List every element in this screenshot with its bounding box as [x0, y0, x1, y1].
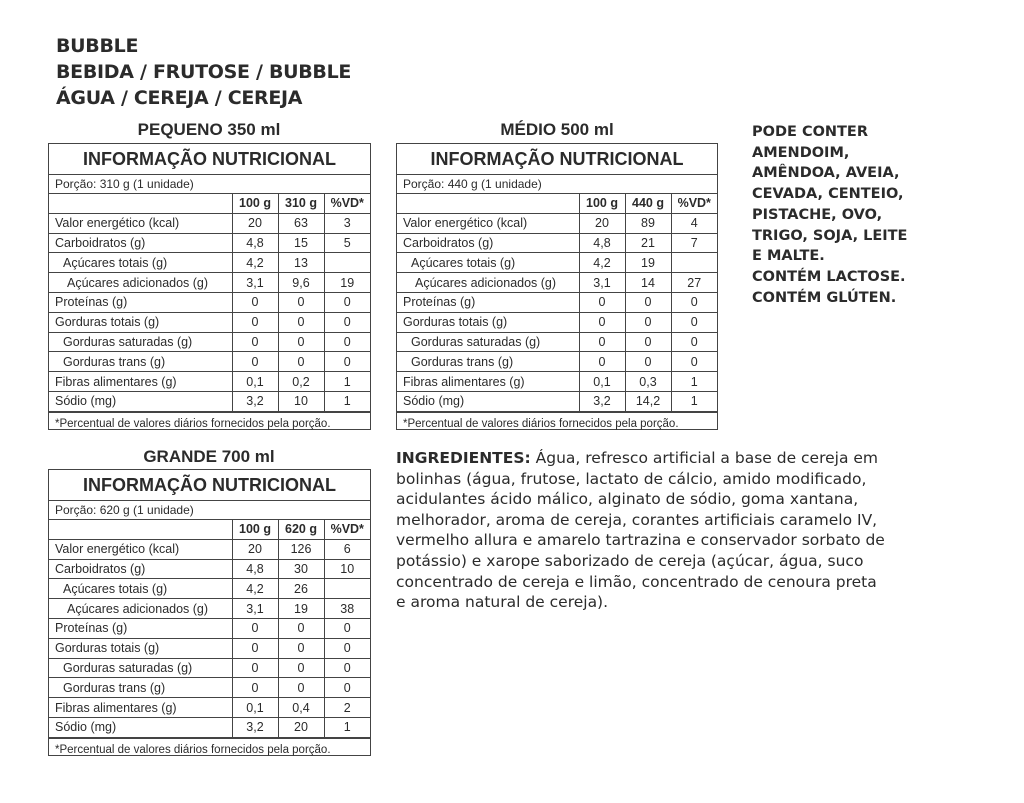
table-row	[397, 372, 717, 392]
nutrient-name: Fibras alimentares (g)	[49, 698, 232, 718]
daily-value-percent: 1	[324, 391, 370, 411]
daily-value-percent: 0	[324, 352, 370, 372]
value-per-100g: 20	[232, 539, 278, 559]
value-per-100g: 3,2	[232, 717, 278, 737]
table-row	[397, 292, 717, 312]
value-per-100g: 0	[232, 332, 278, 352]
portion-size: Porção: 440 g (1 unidade)	[397, 175, 717, 194]
value-per-100g: 0	[232, 638, 278, 658]
value-per-100g: 0	[579, 352, 625, 372]
value-per-portion: 0	[278, 638, 324, 658]
nutrient-name: Sódio (mg)	[49, 391, 232, 411]
daily-value-percent: 0	[324, 638, 370, 658]
value-per-portion: 13	[278, 253, 324, 273]
nutrient-name: Gorduras trans (g)	[397, 352, 579, 372]
value-per-100g: 3,1	[232, 273, 278, 293]
daily-value-percent: 7	[671, 233, 717, 253]
value-per-100g: 3,1	[579, 273, 625, 293]
value-per-100g: 0	[232, 352, 278, 372]
value-per-100g: 4,8	[232, 559, 278, 579]
table-row	[49, 579, 370, 599]
allergen-line: AMÊNDOA, AVEIA,	[752, 165, 900, 182]
allergen-line: AMENDOIM,	[752, 144, 850, 161]
table-row	[397, 273, 717, 293]
value-per-portion: 9,6	[278, 273, 324, 293]
value-per-100g: 0	[232, 292, 278, 312]
value-per-100g: 0	[232, 618, 278, 638]
column-header: %VD*	[324, 520, 370, 539]
column-header: 620 g	[278, 520, 324, 539]
nutrient-name: Proteínas (g)	[49, 618, 232, 638]
value-per-portion: 0,3	[625, 372, 671, 392]
daily-value-percent: 0	[671, 312, 717, 332]
daily-value-percent	[324, 579, 370, 599]
table-row	[49, 717, 370, 737]
value-per-100g: 0	[232, 678, 278, 698]
daily-value-percent: 38	[324, 599, 370, 619]
value-per-portion: 126	[278, 539, 324, 559]
nutrient-name: Gorduras trans (g)	[49, 678, 232, 698]
daily-value-percent: 4	[671, 213, 717, 233]
value-per-portion: 63	[278, 213, 324, 233]
table-row	[49, 539, 370, 559]
column-header: %VD*	[324, 194, 370, 213]
nutrient-name: Gorduras trans (g)	[49, 352, 232, 372]
nutrient-name: Valor energético (kcal)	[49, 539, 232, 559]
value-per-100g: 3,1	[232, 599, 278, 619]
nutrient-name: Gorduras totais (g)	[49, 312, 232, 332]
nutrition-table	[49, 194, 370, 412]
table-row	[49, 678, 370, 698]
size-label-medium: MÉDIO 500 ml	[500, 120, 614, 139]
ingredients-body: Água, refresco artificial a base de cereja em bolinhas (água, frutose, lactato de cálcio, amido modificado, acidulantes ácido málico, alginato de sódio, goma xantana, melhorador, aroma de cereja, corantes artificiais caramelo IV, vermelho allura e amarelo tartrazina e conservador sorbato de potássio) e xarope saborizado de cereja (açúcar, água, suco concentrado de cereja e limão, concentrado de cenoura preta e aroma natural de cereja).	[396, 449, 885, 612]
product-title	[56, 33, 351, 111]
panel-footnote: *Percentual de valores diários fornecidos pela porção.	[397, 412, 717, 435]
value-per-portion: 26	[278, 579, 324, 599]
nutrient-name: Gorduras saturadas (g)	[397, 332, 579, 352]
value-per-portion: 19	[278, 599, 324, 619]
nutrient-name: Gorduras saturadas (g)	[49, 658, 232, 678]
daily-value-percent: 0	[324, 332, 370, 352]
value-per-portion: 14	[625, 273, 671, 293]
nutrient-name: Açúcares totais (g)	[49, 253, 232, 273]
column-header: 440 g	[625, 194, 671, 213]
value-per-portion: 0	[278, 658, 324, 678]
table-row	[397, 213, 717, 233]
allergen-line: CONTÉM LACTOSE.	[752, 268, 906, 285]
table-row	[397, 332, 717, 352]
daily-value-percent: 3	[324, 213, 370, 233]
table-row	[397, 253, 717, 273]
table-row	[49, 332, 370, 352]
table-row	[49, 352, 370, 372]
nutrient-name: Valor energético (kcal)	[397, 213, 579, 233]
daily-value-percent: 1	[671, 391, 717, 411]
allergen-line: E MALTE.	[752, 248, 825, 265]
value-per-100g: 4,2	[579, 253, 625, 273]
nutrient-name: Proteínas (g)	[397, 292, 579, 312]
allergen-line: PISTACHE, OVO,	[752, 206, 883, 223]
nutrition-panel-small	[48, 143, 371, 430]
title-line: ÁGUA / CEREJA / CEREJA	[56, 87, 303, 109]
value-per-portion: 30	[278, 559, 324, 579]
value-per-portion: 14,2	[625, 391, 671, 411]
table-row	[49, 618, 370, 638]
daily-value-percent: 0	[324, 312, 370, 332]
nutrition-panel-medium	[396, 143, 718, 430]
table-header-row	[397, 194, 717, 213]
table-row	[49, 698, 370, 718]
allergen-line: CEVADA, CENTEIO,	[752, 186, 904, 203]
table-row	[49, 312, 370, 332]
nutrient-name: Proteínas (g)	[49, 292, 232, 312]
daily-value-percent	[671, 253, 717, 273]
ingredients-label: INGREDIENTES:	[396, 449, 531, 467]
value-per-portion: 0	[278, 618, 324, 638]
nutrient-name: Açúcares totais (g)	[397, 253, 579, 273]
daily-value-percent	[324, 253, 370, 273]
value-per-portion: 0,4	[278, 698, 324, 718]
daily-value-percent: 0	[324, 292, 370, 312]
value-per-100g: 3,2	[579, 391, 625, 411]
value-per-portion: 0	[278, 312, 324, 332]
nutrient-name: Gorduras totais (g)	[49, 638, 232, 658]
value-per-portion: 20	[278, 717, 324, 737]
nutrient-name: Fibras alimentares (g)	[397, 372, 579, 392]
nutrient-name: Açúcares adicionados (g)	[397, 273, 579, 293]
title-line: BUBBLE	[56, 35, 139, 57]
table-row	[49, 391, 370, 411]
daily-value-percent: 19	[324, 273, 370, 293]
daily-value-percent: 0	[671, 352, 717, 372]
value-per-100g: 0,1	[232, 698, 278, 718]
daily-value-percent: 5	[324, 233, 370, 253]
size-label-small: PEQUENO 350 ml	[137, 120, 281, 139]
nutrition-panel-large	[48, 469, 371, 756]
column-header: 100 g	[579, 194, 625, 213]
value-per-portion: 0	[625, 352, 671, 372]
allergen-line: PODE CONTER	[752, 124, 869, 140]
table-row	[49, 599, 370, 619]
value-per-portion: 0	[625, 332, 671, 352]
daily-value-percent: 0	[671, 332, 717, 352]
value-per-portion: 19	[625, 253, 671, 273]
panel-heading: INFORMAÇÃO NUTRICIONAL	[49, 470, 370, 501]
value-per-portion: 0	[278, 332, 324, 352]
table-row	[397, 391, 717, 411]
daily-value-percent: 1	[671, 372, 717, 392]
nutrition-table	[397, 194, 717, 412]
table-row	[49, 372, 370, 392]
nutrient-name: Sódio (mg)	[49, 717, 232, 737]
value-per-100g: 4,2	[232, 253, 278, 273]
daily-value-percent: 0	[671, 292, 717, 312]
value-per-100g: 4,8	[579, 233, 625, 253]
nutrient-name: Sódio (mg)	[397, 391, 579, 411]
value-per-100g: 0	[579, 292, 625, 312]
table-header-row	[49, 520, 370, 539]
nutrient-name: Açúcares adicionados (g)	[49, 273, 232, 293]
allergen-line: TRIGO, SOJA, LEITE	[752, 227, 908, 244]
portion-size: Porção: 310 g (1 unidade)	[49, 175, 370, 194]
size-label-large: GRANDE 700 ml	[143, 447, 275, 466]
daily-value-percent: 6	[324, 539, 370, 559]
column-header: 100 g	[232, 194, 278, 213]
value-per-100g: 4,2	[232, 579, 278, 599]
table-row	[397, 352, 717, 372]
portion-size: Porção: 620 g (1 unidade)	[49, 501, 370, 520]
panel-heading: INFORMAÇÃO NUTRICIONAL	[49, 144, 370, 175]
daily-value-percent: 10	[324, 559, 370, 579]
daily-value-percent: 27	[671, 273, 717, 293]
value-per-100g: 3,2	[232, 391, 278, 411]
nutrient-name: Gorduras totais (g)	[397, 312, 579, 332]
table-row	[397, 233, 717, 253]
column-header: %VD*	[671, 194, 717, 213]
table-row	[49, 213, 370, 233]
title-line: BEBIDA / FRUTOSE / BUBBLE	[56, 61, 352, 83]
table-row	[49, 273, 370, 293]
nutrient-name: Carboidratos (g)	[49, 559, 232, 579]
nutrient-name: Açúcares totais (g)	[49, 579, 232, 599]
daily-value-percent: 1	[324, 372, 370, 392]
table-header-row	[49, 194, 370, 213]
value-per-100g: 0	[579, 312, 625, 332]
nutrient-name: Carboidratos (g)	[397, 233, 579, 253]
value-per-100g: 4,8	[232, 233, 278, 253]
value-per-100g: 20	[232, 213, 278, 233]
value-per-portion: 10	[278, 391, 324, 411]
table-row	[49, 559, 370, 579]
nutrient-name: Valor energético (kcal)	[49, 213, 232, 233]
table-row	[49, 233, 370, 253]
nutrient-name: Fibras alimentares (g)	[49, 372, 232, 392]
column-header: 100 g	[232, 520, 278, 539]
value-per-portion: 0	[278, 352, 324, 372]
value-per-portion: 0	[625, 312, 671, 332]
value-per-100g: 20	[579, 213, 625, 233]
nutrient-name: Gorduras saturadas (g)	[49, 332, 232, 352]
table-row	[49, 658, 370, 678]
allergen-line: CONTÉM GLÚTEN.	[752, 289, 897, 306]
value-per-100g: 0,1	[232, 372, 278, 392]
value-per-100g: 0	[232, 312, 278, 332]
panel-heading: INFORMAÇÃO NUTRICIONAL	[397, 144, 717, 175]
ingredients-text	[396, 448, 886, 613]
table-row	[49, 253, 370, 273]
daily-value-percent: 1	[324, 717, 370, 737]
table-row	[49, 638, 370, 658]
panel-footnote: *Percentual de valores diários fornecidos pela porção.	[49, 412, 370, 435]
value-per-portion: 0,2	[278, 372, 324, 392]
value-per-portion: 0	[278, 678, 324, 698]
value-per-portion: 89	[625, 213, 671, 233]
nutrition-table	[49, 520, 370, 738]
value-per-portion: 21	[625, 233, 671, 253]
nutrient-name: Açúcares adicionados (g)	[49, 599, 232, 619]
value-per-100g: 0	[232, 658, 278, 678]
daily-value-percent: 2	[324, 698, 370, 718]
value-per-portion: 0	[625, 292, 671, 312]
daily-value-percent: 0	[324, 618, 370, 638]
panel-footnote: *Percentual de valores diários fornecidos pela porção.	[49, 738, 370, 761]
table-row	[397, 312, 717, 332]
value-per-100g: 0	[579, 332, 625, 352]
column-header: 310 g	[278, 194, 324, 213]
daily-value-percent: 0	[324, 658, 370, 678]
value-per-portion: 0	[278, 292, 324, 312]
allergen-warning	[752, 122, 907, 308]
value-per-portion: 15	[278, 233, 324, 253]
daily-value-percent: 0	[324, 678, 370, 698]
nutrient-name: Carboidratos (g)	[49, 233, 232, 253]
value-per-100g: 0,1	[579, 372, 625, 392]
table-row	[49, 292, 370, 312]
